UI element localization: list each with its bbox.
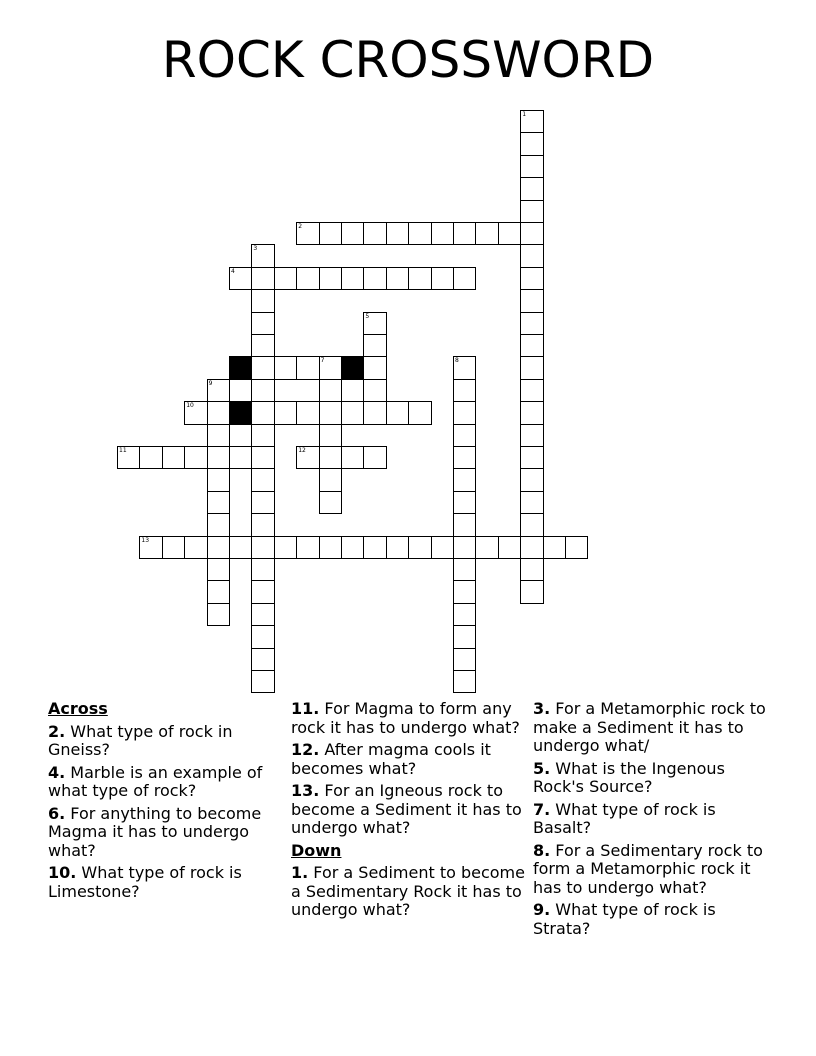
clue-item — [533, 760, 773, 797]
grid-cell[interactable] — [520, 334, 543, 357]
grid-cell[interactable] — [431, 536, 454, 559]
across-clue-list-continued — [291, 700, 526, 838]
grid-cell[interactable] — [363, 536, 386, 559]
clue-column-2 — [291, 700, 526, 924]
clue-text: What type of rock is Limestone? — [48, 863, 242, 901]
clue-number: 6 — [231, 357, 235, 365]
clue-label-number: 4. — [48, 762, 66, 782]
clue-text: For an Igneous rock to become a Sediment it has to undergo what? — [291, 781, 522, 837]
grid-cell[interactable] — [251, 625, 274, 648]
grid-cell[interactable] — [296, 536, 319, 559]
grid-cell[interactable] — [229, 267, 252, 290]
grid-cell[interactable] — [431, 222, 454, 245]
grid-cell[interactable] — [251, 603, 274, 626]
grid-cell[interactable] — [251, 558, 274, 581]
grid-cell[interactable] — [207, 468, 230, 491]
clue-label-number: 11. — [291, 699, 320, 718]
grid-cell[interactable] — [319, 267, 342, 290]
grid-cell[interactable] — [251, 468, 274, 491]
grid-cell[interactable] — [408, 267, 431, 290]
grid-cell[interactable] — [520, 110, 543, 133]
grid-cell[interactable] — [363, 267, 386, 290]
grid-cell[interactable] — [453, 491, 476, 514]
grid-cell[interactable] — [520, 424, 543, 447]
grid-cell[interactable] — [520, 132, 543, 155]
grid-cell[interactable] — [520, 401, 543, 424]
grid-cell[interactable] — [319, 446, 342, 469]
clue-label-number: 8. — [533, 840, 551, 860]
clue-item — [291, 741, 526, 778]
grid-cell[interactable] — [363, 379, 386, 402]
grid-cell[interactable] — [251, 580, 274, 603]
clue-item — [48, 723, 273, 760]
clue-text: For anything to become Magma it has to undergo what? — [48, 803, 262, 860]
clue-number: 2 — [298, 223, 303, 230]
grid-cell[interactable] — [453, 222, 476, 245]
grid-cell[interactable] — [296, 446, 319, 469]
grid-cell[interactable] — [251, 648, 274, 671]
grid-cell[interactable] — [229, 446, 252, 469]
clue-label-number: 13. — [291, 781, 320, 800]
grid-cell[interactable] — [453, 648, 476, 671]
grid-cell[interactable] — [431, 267, 454, 290]
clue-label-number: 1. — [291, 863, 309, 882]
clue-item — [533, 901, 773, 938]
grid-cell[interactable] — [498, 222, 521, 245]
clue-number: 12 — [298, 447, 306, 454]
grid-cell[interactable] — [453, 379, 476, 402]
grid-cell[interactable] — [296, 356, 319, 379]
grid-cell[interactable] — [296, 401, 319, 424]
grid-cell[interactable] — [386, 222, 409, 245]
clue-text: What type of rock is Basalt? — [533, 799, 716, 837]
clue-item — [291, 700, 526, 737]
grid-cell[interactable] — [207, 513, 230, 536]
across-clue-list — [48, 723, 273, 902]
grid-cell[interactable] — [207, 558, 230, 581]
grid-cell[interactable] — [139, 446, 162, 469]
grid-cell[interactable] — [520, 491, 543, 514]
clue-column-3 — [533, 700, 773, 942]
grid-cell[interactable] — [453, 625, 476, 648]
grid-cell[interactable] — [408, 536, 431, 559]
clue-item — [48, 805, 273, 861]
clue-item — [533, 801, 773, 838]
clue-number: 7 — [320, 357, 325, 365]
grid-cell[interactable] — [520, 513, 543, 536]
grid-cell[interactable] — [363, 222, 386, 245]
grid-cell[interactable] — [520, 446, 543, 469]
clue-number: 5 — [365, 312, 370, 320]
grid-cell[interactable] — [386, 401, 409, 424]
clue-item — [291, 864, 526, 920]
grid-cell[interactable] — [207, 536, 230, 559]
grid-cell[interactable] — [520, 379, 543, 402]
grid-cell[interactable] — [162, 446, 185, 469]
clue-number: 11 — [119, 447, 127, 454]
clue-item — [48, 764, 273, 801]
grid-cell[interactable] — [341, 446, 364, 469]
clue-column-1 — [48, 700, 273, 905]
grid-cell[interactable] — [520, 177, 543, 200]
grid-cell[interactable] — [319, 356, 342, 379]
grid-cell[interactable] — [565, 536, 588, 559]
grid-cell[interactable] — [184, 401, 207, 424]
grid-cell[interactable] — [184, 446, 207, 469]
grid-cell[interactable] — [296, 267, 319, 290]
grid-cell[interactable] — [386, 267, 409, 290]
grid-cell[interactable] — [319, 491, 342, 514]
grid-cell[interactable] — [319, 379, 342, 402]
grid-cell[interactable] — [453, 446, 476, 469]
grid-cell[interactable] — [251, 356, 274, 379]
grid-cell[interactable] — [520, 289, 543, 312]
grid-cell[interactable] — [453, 670, 476, 693]
clue-number: 4 — [231, 267, 235, 275]
grid-cell[interactable] — [498, 536, 521, 559]
grid-cell[interactable] — [251, 334, 274, 357]
grid-cell[interactable] — [520, 312, 543, 335]
grid-cell[interactable] — [520, 222, 543, 245]
grid-cell[interactable] — [319, 401, 342, 424]
clue-label-number: 5. — [533, 758, 551, 778]
grid-block — [229, 356, 252, 379]
across-heading: Across — [48, 699, 108, 718]
grid-cell[interactable] — [520, 356, 543, 379]
grid-cell[interactable] — [251, 312, 274, 335]
grid-cell[interactable] — [296, 222, 319, 245]
down-clue-list-continued — [533, 700, 773, 938]
grid-cell[interactable] — [520, 267, 543, 290]
grid-cell[interactable] — [251, 446, 274, 469]
grid-cell[interactable] — [274, 536, 297, 559]
grid-cell[interactable] — [363, 312, 386, 335]
grid-cell[interactable] — [251, 267, 274, 290]
grid-cell[interactable] — [341, 222, 364, 245]
clue-number: 1 — [522, 111, 527, 118]
grid-cell[interactable] — [453, 424, 476, 447]
grid-cell[interactable] — [117, 446, 140, 469]
grid-cell[interactable] — [207, 580, 230, 603]
clue-text: What is the Ingenous Rock's Source? — [533, 758, 725, 796]
grid-cell[interactable] — [207, 603, 230, 626]
grid-cell[interactable] — [207, 446, 230, 469]
clue-number: 9 — [208, 379, 213, 387]
grid-cell[interactable] — [319, 424, 342, 447]
grid-cell[interactable] — [475, 536, 498, 559]
grid-cell[interactable] — [274, 356, 297, 379]
clue-text: For a Metamorphic rock to make a Sediment it has to undergo what/ — [533, 699, 766, 755]
grid-cell[interactable] — [251, 491, 274, 514]
grid-cell[interactable] — [520, 200, 543, 223]
clue-label-number: 10. — [48, 863, 77, 882]
grid-cell[interactable] — [341, 267, 364, 290]
grid-cell[interactable] — [251, 424, 274, 447]
grid-cell[interactable] — [229, 536, 252, 559]
grid-cell[interactable] — [319, 222, 342, 245]
grid-cell[interactable] — [543, 536, 566, 559]
grid-cell[interactable] — [453, 558, 476, 581]
grid-cell[interactable] — [453, 267, 476, 290]
grid-cell[interactable] — [475, 222, 498, 245]
clue-number: 3 — [253, 245, 258, 253]
grid-cell[interactable] — [453, 536, 476, 559]
clue-item — [48, 864, 273, 901]
page-title: ROCK CROSSWORD — [161, 31, 655, 89]
clue-text: What type of rock in Gneiss? — [48, 721, 233, 759]
down-heading: Down — [291, 840, 342, 860]
grid-cell[interactable] — [274, 267, 297, 290]
grid-cell[interactable] — [453, 513, 476, 536]
grid-cell[interactable] — [207, 379, 230, 402]
grid-cell[interactable] — [251, 379, 274, 402]
clue-text: For a Sediment to become a Sedimentary Rock it has to undergo what? — [291, 863, 525, 919]
grid-cell[interactable] — [386, 536, 409, 559]
grid-cell[interactable] — [363, 334, 386, 357]
grid-cell[interactable] — [453, 468, 476, 491]
clue-label-number: 3. — [533, 699, 551, 718]
clue-label-number: 12. — [291, 740, 320, 759]
grid-cell[interactable] — [274, 401, 297, 424]
clue-text: For Magma to form any rock it has to undergo what? — [291, 699, 520, 737]
clue-text: For a Sedimentary rock to form a Metamorphic rock it has to undergo what? — [533, 840, 763, 897]
grid-cell[interactable] — [251, 401, 274, 424]
clue-text: What type of rock is Strata? — [533, 900, 716, 938]
clue-item — [533, 842, 773, 898]
grid-cell[interactable] — [453, 401, 476, 424]
grid-cell[interactable] — [319, 536, 342, 559]
grid-cell[interactable] — [251, 670, 274, 693]
clue-text: After magma cools it becomes what? — [291, 740, 491, 778]
grid-block — [341, 356, 364, 379]
down-clue-list — [291, 864, 526, 920]
grid-cell[interactable] — [520, 558, 543, 581]
grid-cell[interactable] — [363, 401, 386, 424]
clue-label-number: 7. — [533, 799, 551, 819]
grid-cell[interactable] — [520, 580, 543, 603]
clue-label-number: 2. — [48, 721, 66, 741]
grid-cell[interactable] — [162, 536, 185, 559]
clue-number: 8 — [455, 357, 459, 365]
grid-cell[interactable] — [184, 536, 207, 559]
clue-label-number: 6. — [48, 803, 66, 823]
grid-cell[interactable] — [207, 491, 230, 514]
grid-cell[interactable] — [453, 603, 476, 626]
grid-cell[interactable] — [453, 356, 476, 379]
grid-cell[interactable] — [520, 468, 543, 491]
grid-block — [229, 401, 252, 424]
grid-cell[interactable] — [319, 468, 342, 491]
grid-cell[interactable] — [453, 580, 476, 603]
grid-cell[interactable] — [520, 155, 543, 178]
grid-cell[interactable] — [363, 446, 386, 469]
grid-cell[interactable] — [207, 401, 230, 424]
clue-number: 13 — [141, 536, 150, 544]
grid-cell[interactable] — [341, 401, 364, 424]
grid-cell[interactable] — [363, 356, 386, 379]
clue-item — [533, 700, 773, 756]
grid-cell[interactable] — [251, 244, 274, 267]
grid-cell[interactable] — [520, 244, 543, 267]
grid-cell[interactable] — [341, 536, 364, 559]
clue-number: 10 — [186, 402, 194, 410]
grid-cell[interactable] — [408, 222, 431, 245]
grid-cell[interactable] — [207, 424, 230, 447]
clue-item — [291, 782, 526, 838]
clue-label-number: 9. — [533, 900, 551, 919]
grid-cell[interactable] — [251, 513, 274, 536]
grid-cell[interactable] — [408, 401, 431, 424]
grid-cell[interactable] — [139, 536, 162, 559]
grid-cell[interactable] — [251, 289, 274, 312]
clue-text: Marble is an example of what type of rock? — [48, 762, 263, 800]
grid-cell[interactable] — [520, 536, 543, 559]
grid-cell[interactable] — [251, 536, 274, 559]
